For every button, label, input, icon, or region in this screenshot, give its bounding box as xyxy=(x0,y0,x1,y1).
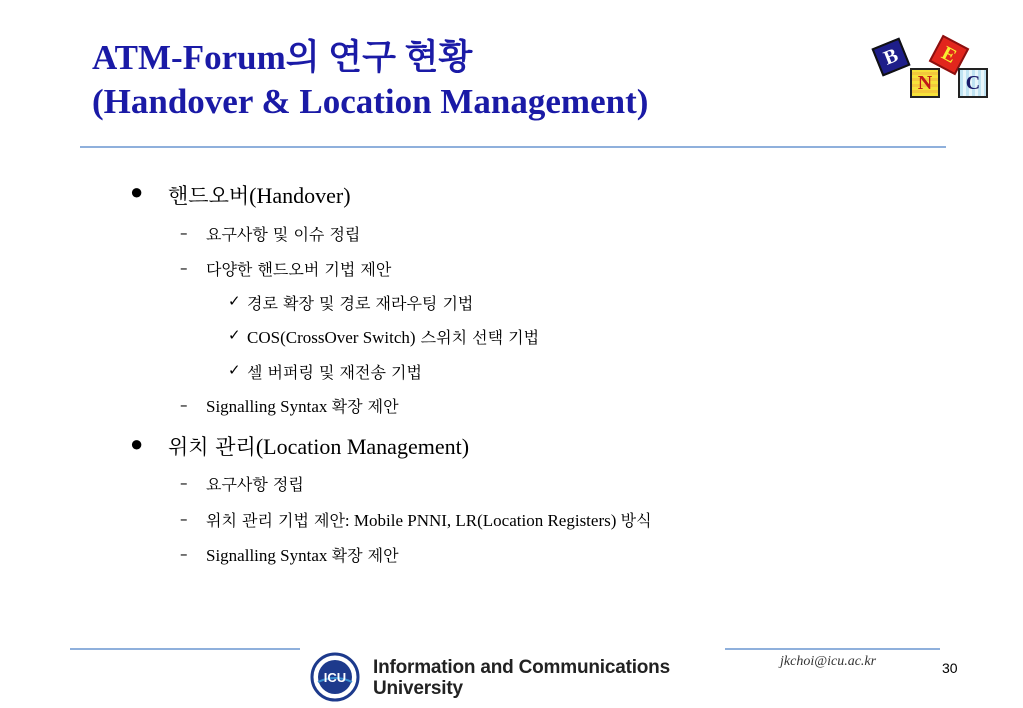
icu-seal-icon xyxy=(310,652,360,702)
bullet-text-ko: 핸드오버 xyxy=(168,184,250,208)
subitem-text-en: : Mobile PNNI, LR(Location Registers) xyxy=(344,511,621,530)
subitem-text: 다양한 핸드오버 기법 제안 xyxy=(206,260,392,279)
bullet-text-en: (Location Management) xyxy=(255,434,470,459)
subitem-text-en: Signalling Syntax xyxy=(206,397,332,416)
author-email: jkchoi@icu.ac.kr xyxy=(780,654,877,669)
subitem-text: 요구사항 및 이슈 정립 xyxy=(206,225,361,244)
check-icon: ✓ xyxy=(228,292,241,310)
page-number: 30 xyxy=(942,660,958,676)
check-item-path-extension xyxy=(247,291,473,314)
dash-marker: – xyxy=(180,510,188,528)
slide-title-line1: ATM-Forum의 연구 현황 xyxy=(92,38,473,77)
subitem-signalling-syntax xyxy=(206,394,399,417)
subitem-handover-schemes xyxy=(206,257,391,280)
bullet-marker: ● xyxy=(130,179,144,204)
check-icon: ✓ xyxy=(228,361,241,379)
bullet-location-management xyxy=(168,431,469,461)
check-item-cos xyxy=(247,325,539,348)
university-name xyxy=(373,657,670,699)
benc-logo xyxy=(866,30,996,110)
subitem-text-en: Signalling Syntax xyxy=(206,546,332,565)
slide-title xyxy=(92,36,648,124)
check-text-ko: 스위치 선택 기법 xyxy=(415,328,540,347)
bullet-text-ko: 위치 관리 xyxy=(168,435,256,459)
subitem-text-ko: 확장 제안 xyxy=(331,546,399,565)
dash-marker: – xyxy=(180,545,188,563)
subitem-text: 요구사항 정립 xyxy=(206,475,304,494)
logo-letter-n: N xyxy=(910,68,940,98)
dash-marker: – xyxy=(180,259,188,277)
subitem-signalling-syntax-2 xyxy=(206,543,399,566)
subitem-requirements-2 xyxy=(206,472,304,495)
check-text: 셀 버퍼링 및 재전송 기법 xyxy=(247,363,422,382)
check-text: 경로 확장 및 경로 재라우팅 기법 xyxy=(247,294,474,313)
subitem-requirements xyxy=(206,222,360,245)
university-line2: University xyxy=(373,678,463,699)
check-text-en: COS(CrossOver Switch) xyxy=(247,328,416,347)
dash-marker: – xyxy=(180,474,188,492)
dash-marker: – xyxy=(180,224,188,242)
bullet-text-en: (Handover) xyxy=(249,183,351,208)
subitem-text-ko2: 방식 xyxy=(620,511,652,530)
bullet-handover xyxy=(168,180,351,210)
logo-letter-c: C xyxy=(958,68,988,98)
footer-divider-left xyxy=(70,648,300,650)
bullet-marker: ● xyxy=(130,431,144,456)
logo-letter-e: E xyxy=(929,35,970,76)
dash-marker: – xyxy=(180,396,188,414)
check-icon: ✓ xyxy=(228,326,241,344)
logo-letter-b: B xyxy=(871,37,910,76)
check-item-cell-buffering xyxy=(247,360,422,383)
university-line1: Information and Communications xyxy=(373,657,670,678)
subitem-text-ko: 위치 관리 기법 제안 xyxy=(206,511,345,530)
icu-seal-label: ICU xyxy=(323,670,347,685)
title-divider xyxy=(80,146,946,148)
subitem-location-schemes xyxy=(206,508,652,531)
subitem-text-ko: 확장 제안 xyxy=(331,397,399,416)
footer-divider-right xyxy=(725,648,940,650)
slide-title-line2: (Handover & Location Management) xyxy=(92,82,649,121)
